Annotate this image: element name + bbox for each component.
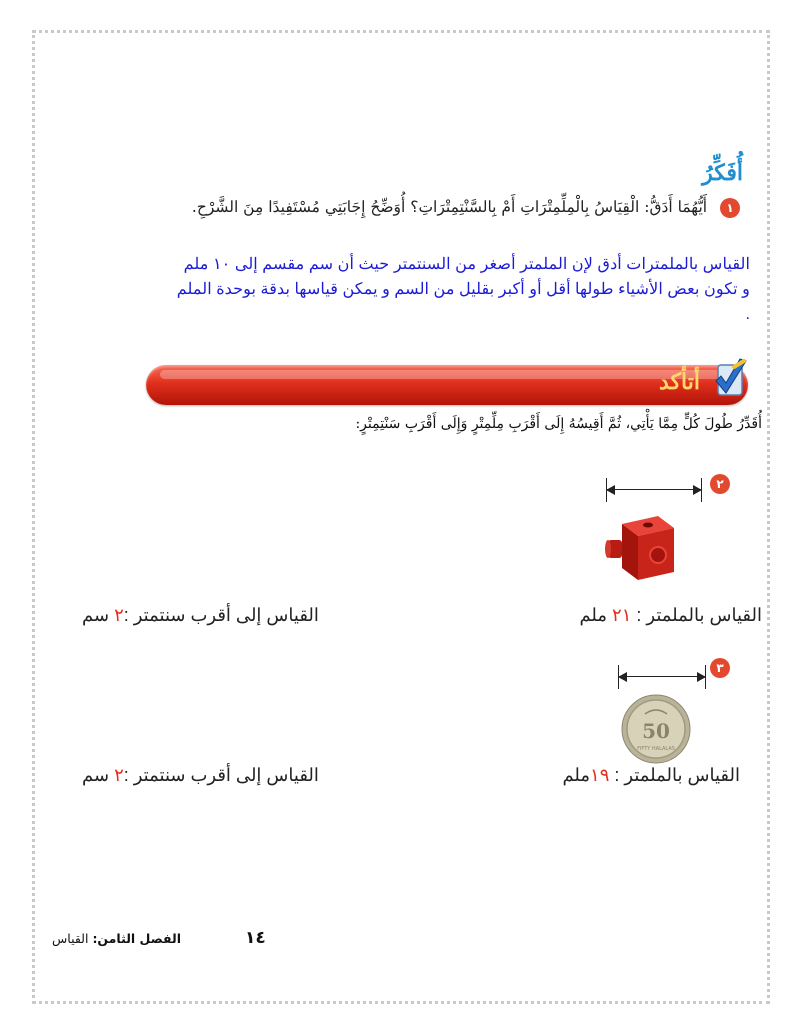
mm-value[interactable]: ٢١ (612, 605, 632, 625)
red-cube-image (604, 510, 680, 586)
item-3-number: ٣ (710, 658, 730, 678)
mm-unit: ملم (562, 765, 591, 785)
student-answer[interactable] (50, 252, 750, 327)
cm-unit: سم (82, 605, 115, 625)
checkmark-icon (708, 355, 752, 405)
coin-image (621, 694, 691, 764)
check-title: أتأكد (659, 369, 700, 395)
dimension-arrow-1 (606, 478, 702, 500)
mm-value[interactable]: ١٩ (590, 765, 610, 785)
question-number-badge: ١ (720, 198, 740, 218)
answer-line-2: و تكون بعض الأشياء طولها أقل أو أكبر بقليل من السم و يمكن قياسها بدقة بوحدة الملم (176, 280, 750, 298)
item-2-cm-measurement (82, 605, 319, 626)
chapter-topic: القياس (52, 931, 89, 946)
answer-line-3: . (745, 305, 750, 323)
dimension-arrow-2 (618, 665, 706, 689)
cm-unit: سم (82, 765, 115, 785)
cm-value[interactable]: ٢ (114, 605, 124, 625)
chapter-footer (52, 931, 181, 946)
check-instructions: أُقَدِّرُ طُولَ كُلٍّ مِمَّا يَأْتِي، ثُمَّ أَقِيسُهُ إِلَى أَقْرَبِ مِلِّمِتْرٍ وَإِلَى أَقْرَبِ سَنْتِمِتْرٍ: (355, 416, 762, 432)
item-2-number: ٢ (710, 474, 730, 494)
answer-line-1: القياس بالملمترات أدق لإن الملمتر أصغر من السنتمتر حيث أن سم مقسم إلى ١٠ ملم (183, 255, 750, 273)
cm-label: القياس إلى أقرب سنتمتر : (123, 765, 319, 785)
item-3-mm-measurement (562, 765, 740, 786)
coin-value-text: 50 (642, 719, 670, 743)
mm-label: القياس بالملمتر : (609, 765, 740, 785)
banner-shine (160, 370, 720, 379)
page-number: ١٤ (245, 928, 266, 948)
coin-caption-text: FIFTY HALALAS (637, 746, 675, 752)
mm-unit: ملم (579, 605, 613, 625)
think-title: أُفَكِّرُ (702, 160, 743, 186)
cm-label: القياس إلى أقرب سنتمتر : (123, 605, 319, 625)
question-1-text: أَيُّهُمَا أَدَقُّ: الْقِيَاسُ بِالْمِلِّمِتْرَاتِ أَمْ بِالسَّنْتِمِتْرَاتِ؟ أُوَضِّحُ إِجَابَتِي مُسْتَفِيدًا مِنَ الشَّرْحِ. (191, 198, 708, 216)
item-2-mm-measurement (579, 605, 762, 626)
item-3-cm-measurement (82, 765, 319, 786)
question-1 (192, 198, 740, 218)
cm-value[interactable]: ٢ (114, 765, 124, 785)
mm-label: القياس بالملمتر : (631, 605, 762, 625)
chapter-label: الفصل الثامن: (92, 931, 181, 946)
check-banner (146, 365, 748, 405)
